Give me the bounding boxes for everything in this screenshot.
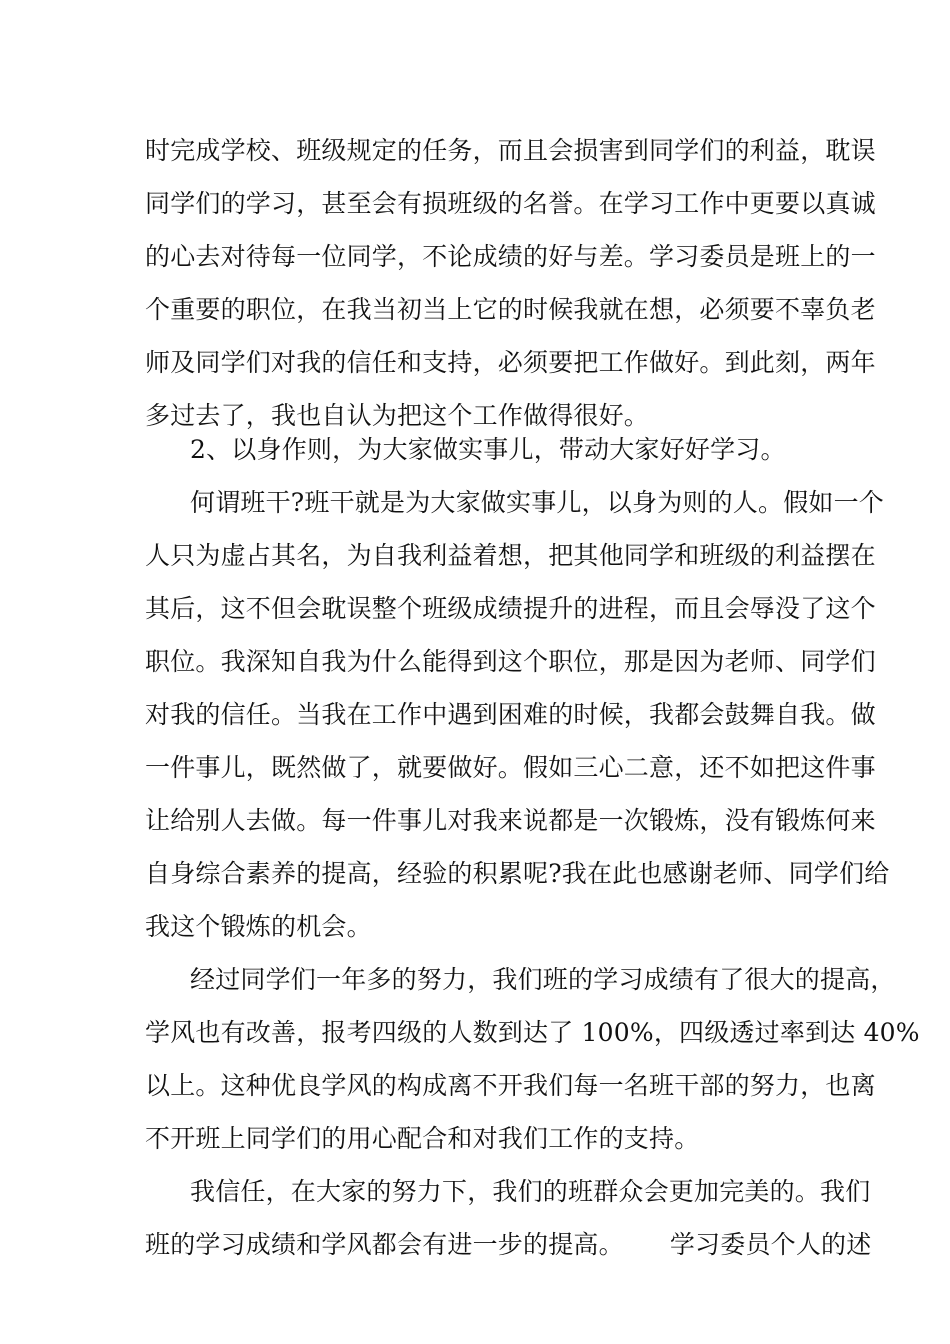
text-line: 让给别人去做。每一件事儿对我来说都是一次锻炼，没有锻炼何来 [145, 806, 876, 835]
text-line: 自身综合素养的提高，经验的积累呢?我在此也感谢老师、同学们给 [145, 859, 890, 888]
text-line: 师及同学们对我的信任和支持，必须要把工作做好。到此刻，两年 [145, 348, 876, 377]
text-line: 同学们的学习，甚至会有损班级的名誉。在学习工作中更要以真诚 [145, 189, 876, 218]
text-line: 一件事儿，既然做了，就要做好。假如三心二意，还不如把这件事 [145, 753, 876, 782]
text-line: 不开班上同学们的用心配合和对我们工作的支持。 [145, 1124, 700, 1153]
section-heading: 2、以身作则，为大家做实事儿，带动大家好好学习。 [190, 435, 786, 464]
text-line: 个重要的职位，在我当初当上它的时候我就在想，必须要不辜负老 [145, 295, 876, 324]
text-line: 时完成学校、班级规定的任务，而且会损害到同学们的利益，耽误 [145, 136, 876, 165]
text-line: 经过同学们一年多的努力，我们班的学习成绩有了很大的提高， [190, 965, 896, 994]
text-line: 我信任，在大家的努力下，我们的班群众会更加完美的。我们 [190, 1177, 871, 1206]
text-line: 以上。这种优良学风的构成离不开我们每一名班干部的努力，也离 [145, 1071, 876, 1100]
text-line: 其后，这不但会耽误整个班级成绩提升的进程，而且会辱没了这个 [145, 594, 876, 623]
text-line: 我这个锻炼的机会。 [145, 912, 372, 941]
text-line: 多过去了，我也自认为把这个工作做得很好。 [145, 401, 650, 430]
text-line: 对我的信任。当我在工作中遇到困难的时候，我都会鼓舞自我。做 [145, 700, 876, 729]
text-line: 何谓班干?班干就是为大家做实事儿，以身为则的人。假如一个 [190, 488, 885, 517]
text-line: 的心去对待每一位同学，不论成绩的好与差。学习委员是班上的一 [145, 242, 876, 271]
text-line: 学风也有改善，报考四级的人数到达了 100%，四级透过率到达 40% [145, 1018, 920, 1047]
text-line: 班的学习成绩和学风都会有进一步的提高。 学习委员个人的述 [145, 1230, 872, 1259]
text-line: 职位。我深知自我为什么能得到这个职位，那是因为老师、同学们 [145, 647, 876, 676]
text-line: 人只为虚占其名，为自我利益着想，把其他同学和班级的利益摆在 [145, 541, 876, 570]
